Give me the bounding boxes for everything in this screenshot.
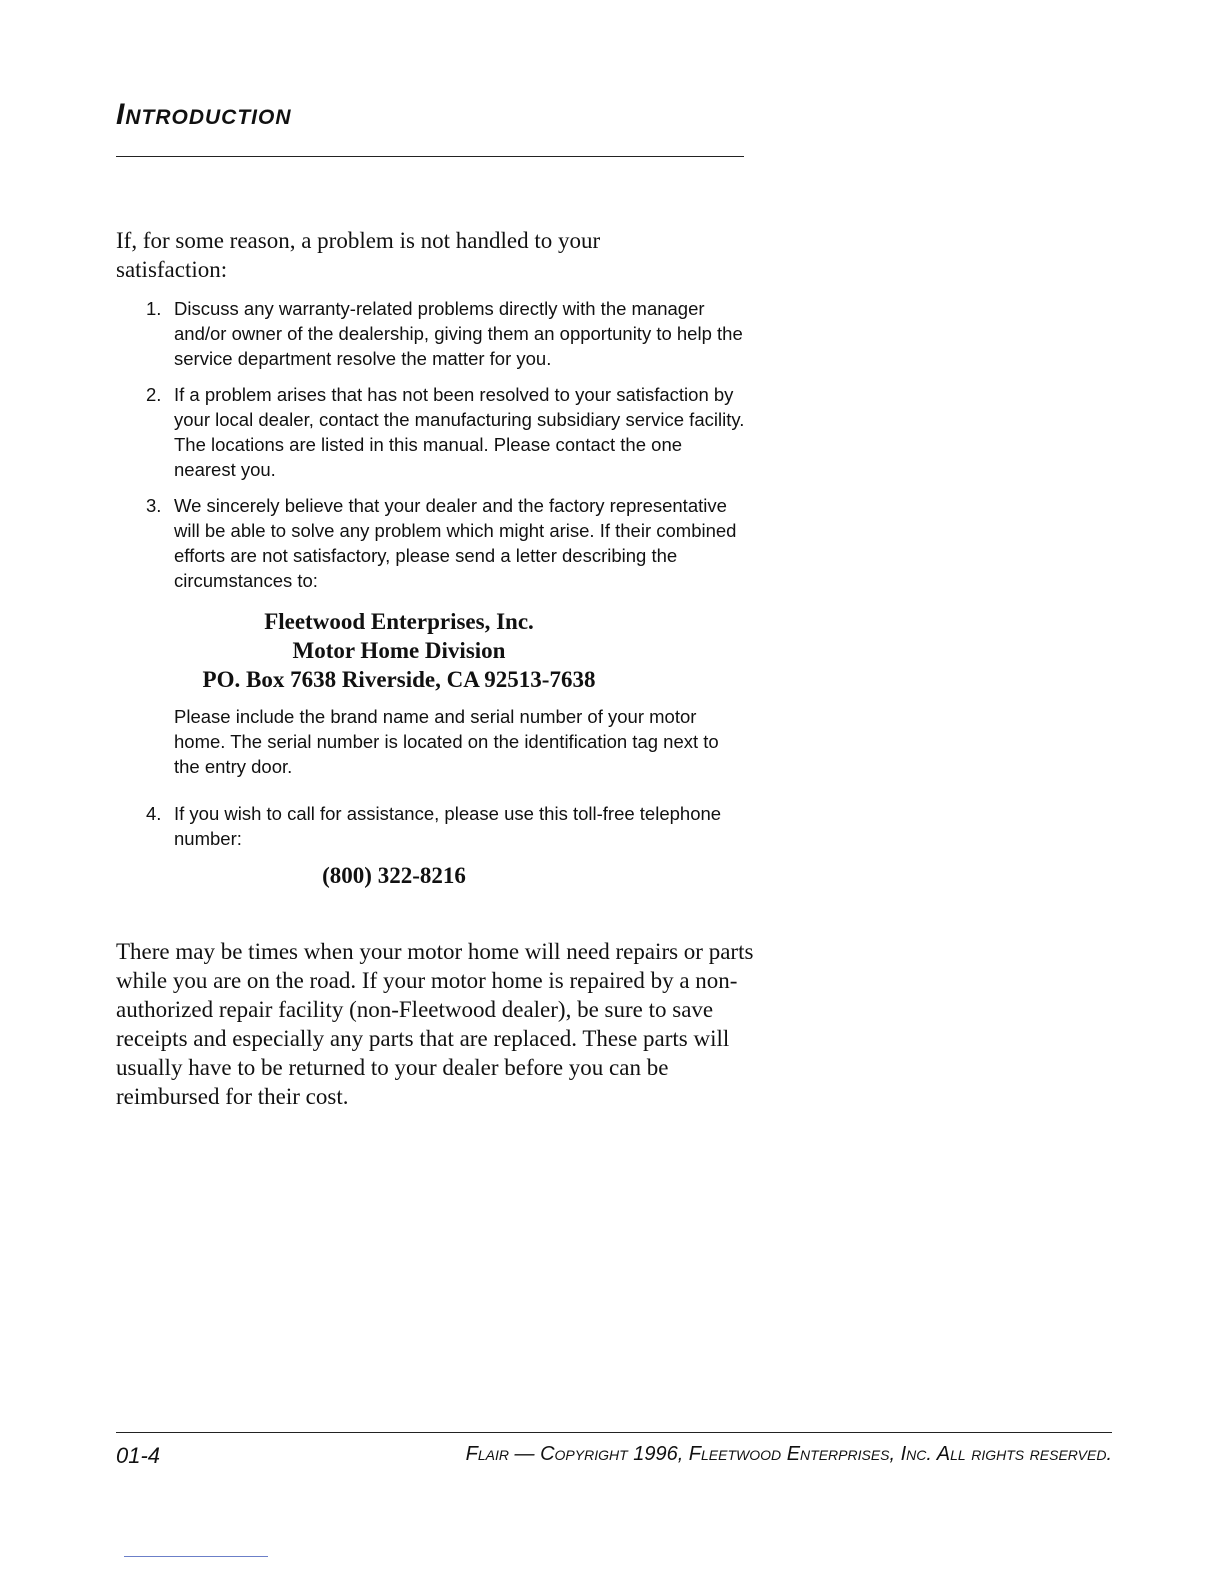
address-street: PO. Box 7638 Riverside, CA 92513-7638 [202, 667, 596, 692]
serial-number-note: Please include the brand name and serial number of your motor home. The serial number is located on the identification tag next to the entry door. [174, 706, 719, 777]
scan-line [124, 1556, 268, 1557]
address-company: Fleetwood Enterprises, Inc. [264, 609, 534, 634]
mailing-address [144, 607, 654, 694]
toll-free-phone: (800) 322-8216 [322, 863, 466, 888]
step-number: 1. [146, 298, 162, 319]
header-divider [116, 156, 744, 157]
list-item [146, 801, 746, 888]
steps-list [146, 296, 746, 899]
address-division: Motor Home Division [292, 638, 506, 663]
footer-divider [116, 1432, 1112, 1433]
step-number: 4. [146, 803, 162, 824]
list-item [146, 296, 746, 371]
step-number: 3. [146, 495, 162, 516]
step-text: If you wish to call for assistance, please use this toll-free telephone number: [174, 803, 722, 849]
closing-paragraph: There may be times when your motor home will need repairs or parts while you are on the road. If your motor home is repaired by a non-authorized repair facility (non-Fleetwood dealer), be sure to save receipts and especially any parts that are replaced. These parts will usually have to be returned to your dealer before you can be reimbursed for their cost. [116, 939, 754, 1109]
intro-paragraph: If, for some reason, a problem is not handled to your satisfaction: [116, 228, 601, 282]
footer-copyright: Flair — Copyright 1996, Fleetwood Enterprises, Inc. All rights reserved. [465, 1443, 1112, 1465]
page-title: Introduction [116, 98, 292, 131]
list-item [146, 493, 746, 790]
page-number: 01-4 [116, 1443, 161, 1468]
step-number: 2. [146, 384, 162, 405]
list-item [146, 382, 746, 482]
step-text: If a problem arises that has not been resolved to your satisfaction by your local dealer, contact the manufacturing subsidiary service facility. The locations are listed in this manual. Please contact the one nearest you. [174, 384, 745, 480]
step-text: We sincerely believe that your dealer and the factory representative will be able to solve any problem which might arise. If their combined efforts are not satisfactory, please send a letter describing the circumstances to: [174, 495, 737, 591]
step-text: Discuss any warranty-related problems directly with the manager and/or owner of the dealership, giving them an opportunity to help the service department resolve the matter for you. [174, 298, 743, 369]
